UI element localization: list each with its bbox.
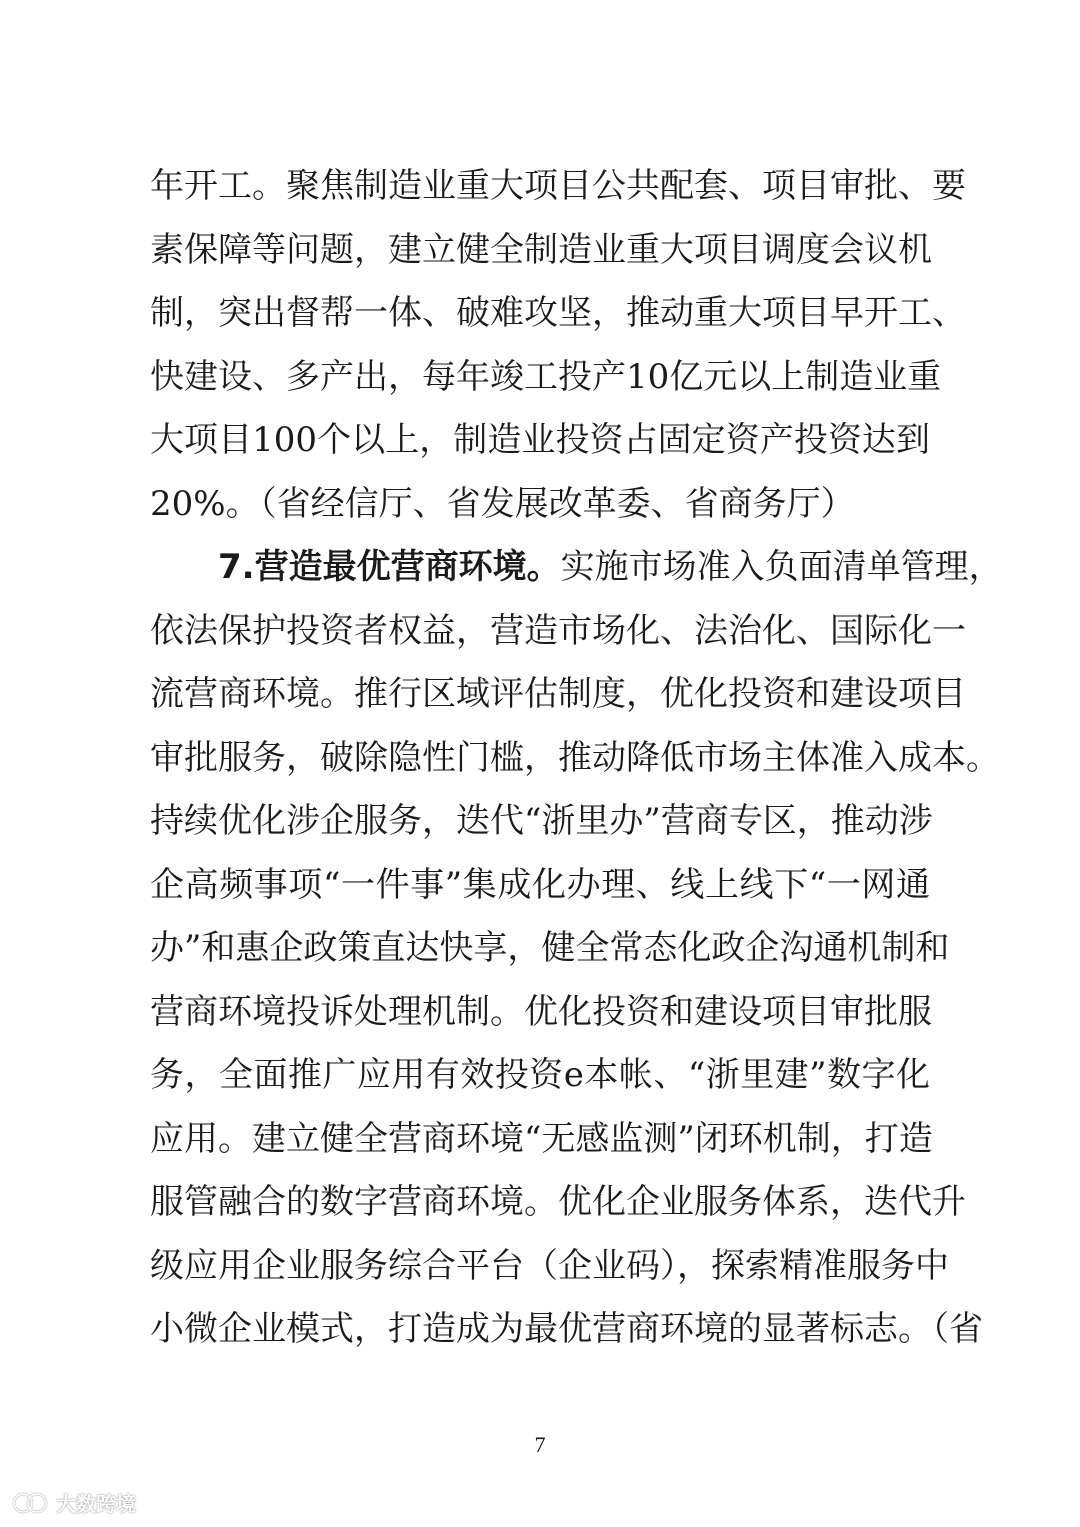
watermark [10, 1488, 136, 1517]
text-line-2: 素保障等问题，建立健全制造业重大项目调度会议机 [150, 229, 932, 270]
section-7-line-12: 小微企业模式，打造成为最优营商环境的显著标志。（省 [150, 1309, 983, 1349]
section-7-line-1: 依法保护投资者权益，营造市场化、法治化、国际化一 [150, 610, 966, 651]
text-line-6: 20%。（省经信厅、省发展改革委、省商务厅） [150, 483, 855, 524]
section-7-line-7: 营商环境投诉处理机制。优化投资和建设项目审批服 [150, 991, 932, 1032]
page-number: 7 [534, 1432, 546, 1457]
section-7-line-2: 流营商环境。推行区域评估制度，优化投资和建设项目 [150, 674, 966, 714]
section-7-line-10: 服管融合的数字营商环境。优化企业服务体系，迭代升 [150, 1182, 966, 1222]
section-7-line-5: 企高频事项“一件事”集成化办理、线上线下“一网通 [150, 864, 930, 905]
section-7-line-8: 务，全面推广应用有效投资e本帐、“浙里建”数字化 [150, 1055, 930, 1095]
section-7-line-6: 办”和惠企政策直达快享，健全常态化政企沟通机制和 [150, 928, 950, 968]
body-text [150, 155, 1003, 1362]
section-7-first-line-rest: 实施市场准入负面清单管理， [560, 547, 1003, 587]
text-line-1: 年开工。聚焦制造业重大项目公共配套、项目审批、要 [150, 166, 966, 206]
watermark-logo-icon [10, 1489, 50, 1517]
section-7-line-4: 持续优化涉企服务，迭代“浙里办”营商专区，推动涉 [150, 801, 933, 841]
section-7-line-11: 级应用企业服务综合平台（企业码），探索精准服务中 [150, 1245, 949, 1286]
section-7-line-9: 应用。建立健全营商环境“无感监测”闭环机制，打造 [150, 1118, 933, 1159]
section-7-line-3: 审批服务，破除隐性门槛，推动降低市场主体准入成本。 [150, 737, 1000, 778]
section-7-first-line [150, 536, 1003, 600]
text-line-3: 制，突出督帮一体、破难攻坚，推动重大项目早开工、 [150, 293, 966, 333]
text-line-4: 快建设、多产出，每年竣工投产10亿元以上制造业重 [150, 356, 942, 397]
text-line-5: 大项目100个以上，制造业投资占固定资产投资达到 [150, 420, 930, 460]
section-7-heading: 7.营造最优营商环境。 [218, 547, 561, 587]
watermark-text: 大数跨境 [56, 1492, 136, 1516]
